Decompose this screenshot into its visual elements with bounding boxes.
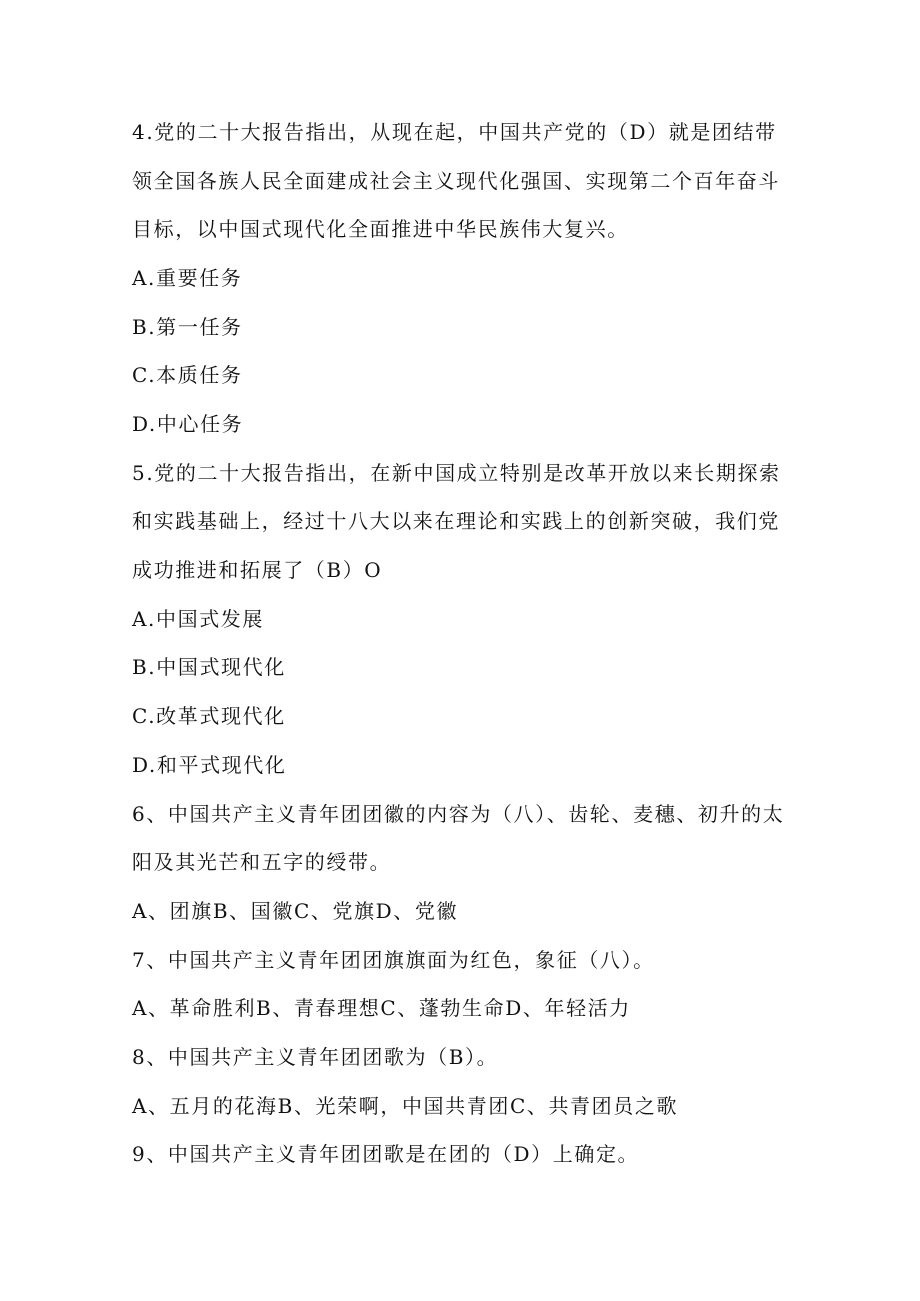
question-5-option-c: C.改革式现代化	[132, 704, 286, 728]
question-9-line-1: 9、中国共产主义青年团团歌是在团的（D）上确定。	[132, 1142, 640, 1166]
question-5-line-1: 5.党的二十大报告指出，在新中国成立特别是改革开放以来长期探索	[132, 461, 781, 485]
question-4-option-a: A.重要任务	[132, 266, 243, 290]
question-4-line-2: 领全国各族人民全面建成社会主义现代化强国、实现第二个百年奋斗	[132, 169, 780, 193]
question-5-option-d: D.和平式现代化	[132, 753, 287, 777]
question-6-line-1: 6、中国共产主义青年团团徽的内容为（八）、齿轮、麦穗、初升的太	[132, 802, 785, 826]
question-6-options: A、团旗B、国徽C、党旗D、党徽	[132, 899, 459, 923]
question-4-option-c: C.本质任务	[132, 363, 243, 387]
question-5-option-a: A.中国式发展	[132, 607, 265, 631]
question-8-options: A、五月的花海B、光荣啊，中国共青团C、共青团员之歌	[132, 1094, 679, 1118]
question-7-options: A、革命胜利B、青春理想C、蓬勃生命D、年轻活力	[132, 996, 631, 1020]
question-5-line-2: 和实践基础上，经过十八大以来在理论和实践上的创新突破，我们党	[132, 509, 780, 533]
question-5-line-3: 成功推进和拓展了（B）O	[132, 558, 383, 582]
question-4-line-3: 目标，以中国式现代化全面推进中华民族伟大复兴。	[132, 217, 629, 241]
question-7-line-1: 7、中国共产主义青年团团旗旗面为红色，象征（八）。	[132, 948, 655, 972]
question-4-option-d: D.中心任务	[132, 412, 244, 436]
question-6-line-2: 阳及其光芒和五字的绶带。	[132, 850, 392, 874]
question-8-line-1: 8、中国共产主义青年团团歌为（B）。	[132, 1045, 499, 1069]
question-5-option-b: B.中国式现代化	[132, 655, 286, 679]
question-4-line-1: 4.党的二十大报告指出，从现在起，中国共产党的（D）就是团结带	[132, 120, 777, 144]
question-4-option-b: B.第一任务	[132, 315, 243, 339]
